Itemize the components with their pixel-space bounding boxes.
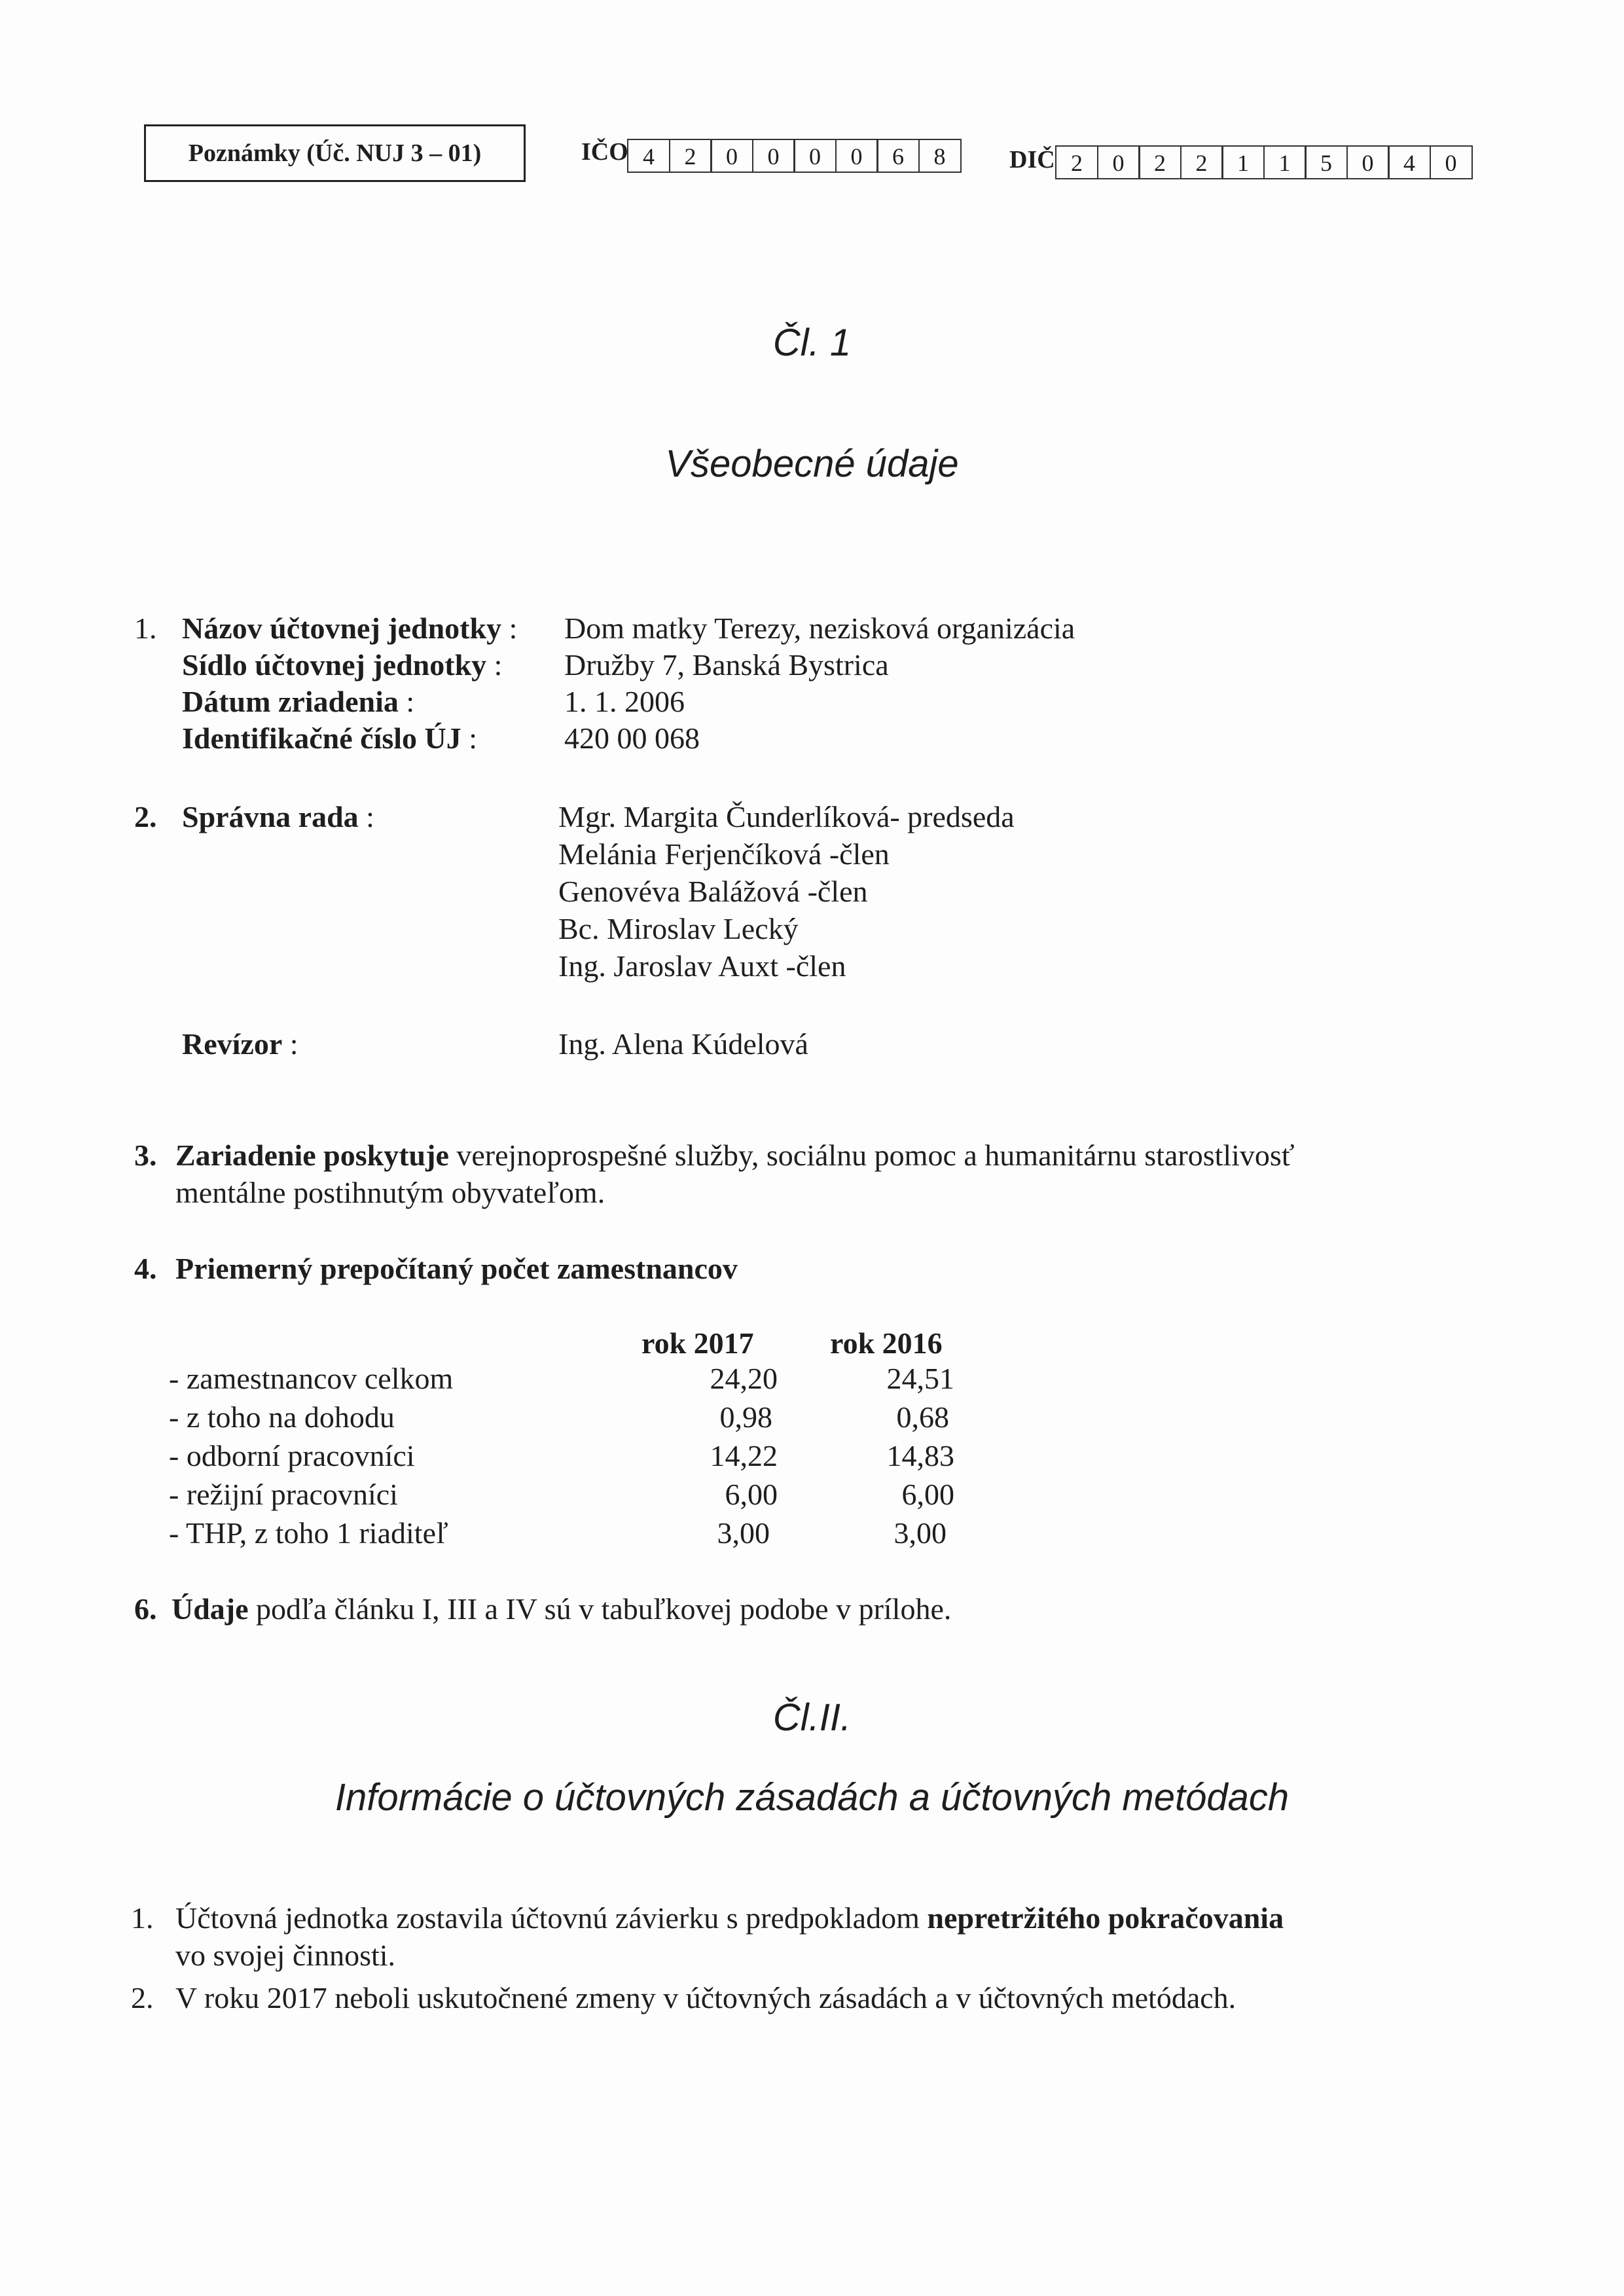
dic-digit: 0 bbox=[1097, 145, 1140, 179]
art2-item1-number: 1. bbox=[131, 1901, 154, 1935]
board-member: Ing. Jaroslav Auxt -člen bbox=[558, 949, 846, 983]
board-label: Správna rada bbox=[182, 800, 359, 833]
art2-item2-number: 2. bbox=[131, 1981, 154, 2014]
ico-digit: 4 bbox=[627, 139, 670, 173]
info-row bbox=[182, 720, 477, 757]
item3-line1 bbox=[175, 1137, 1295, 1174]
auditor-sep: : bbox=[282, 1027, 298, 1061]
info-sep: : bbox=[486, 648, 503, 682]
employee-2017: 6,00 bbox=[725, 1478, 778, 1511]
board-member: Genovéva Balážová -člen bbox=[558, 875, 868, 908]
info-sep: : bbox=[501, 611, 518, 645]
form-label-box bbox=[144, 124, 526, 182]
employee-row-label: - režijní pracovníci bbox=[169, 1478, 398, 1511]
dic-digit: 2 bbox=[1055, 145, 1098, 179]
board-member: Melánia Ferjenčíková -člen bbox=[558, 837, 890, 871]
employee-row-label: - z toho na dohodu bbox=[169, 1400, 395, 1434]
info-label: Dátum zriadenia bbox=[182, 685, 399, 718]
employee-2016: 14,83 bbox=[886, 1439, 954, 1472]
employee-2016: 24,51 bbox=[886, 1362, 954, 1395]
art2-item2-line1: V roku 2017 neboli uskutočnené zmeny v účtovných zásadách a v účtovných metódach. bbox=[175, 1981, 1236, 2014]
board-sep: : bbox=[358, 800, 374, 833]
item3-lead: Zariadenie poskytuje bbox=[175, 1139, 449, 1172]
art2-item1-bold: nepretržitého pokračovania bbox=[927, 1901, 1284, 1935]
employee-2016: 0,68 bbox=[896, 1400, 949, 1434]
ico-digit: 6 bbox=[876, 139, 920, 173]
board-member: Bc. Miroslav Lecký bbox=[558, 912, 799, 945]
ico-digit: 0 bbox=[752, 139, 795, 173]
ico-digit: 8 bbox=[918, 139, 962, 173]
art2-item1-text: Účtovná jednotka zostavila účtovnú závierku s predpokladom bbox=[175, 1901, 928, 1935]
employee-2017: 24,20 bbox=[710, 1362, 778, 1395]
article2-title: Čl.II. bbox=[772, 1696, 852, 1739]
item6-line bbox=[171, 1591, 951, 1628]
ico-digit: 0 bbox=[835, 139, 878, 173]
item4-number: 4. bbox=[134, 1252, 157, 1285]
ico-digit-boxes bbox=[627, 139, 962, 173]
employee-2017: 0,98 bbox=[719, 1400, 772, 1434]
ico-digit: 0 bbox=[793, 139, 837, 173]
article1-subtitle: Všeobecné údaje bbox=[665, 443, 959, 485]
info-row bbox=[182, 610, 517, 647]
employee-row-label: - zamestnancov celkom bbox=[169, 1362, 454, 1395]
article1-title: Čl. 1 bbox=[772, 321, 852, 364]
info-row bbox=[182, 647, 502, 683]
dic-digit: 2 bbox=[1138, 145, 1182, 179]
employee-row-label: - odborní pracovníci bbox=[169, 1439, 415, 1472]
auditor-label-row bbox=[182, 1026, 298, 1063]
employee-2017: 14,22 bbox=[710, 1439, 778, 1472]
info-label: Názov účtovnej jednotky bbox=[182, 611, 502, 645]
dic-digit: 1 bbox=[1263, 145, 1307, 179]
info-value: 1. 1. 2006 bbox=[564, 685, 685, 718]
item6-lead: Údaje bbox=[171, 1592, 249, 1626]
ico-digit: 0 bbox=[710, 139, 753, 173]
auditor-label: Revízor bbox=[182, 1027, 283, 1061]
dic-digit-boxes bbox=[1055, 145, 1473, 179]
dic-digit: 1 bbox=[1221, 145, 1265, 179]
dic-digit: 0 bbox=[1430, 145, 1473, 179]
info-sep: : bbox=[398, 685, 415, 718]
employee-2016: 3,00 bbox=[893, 1516, 947, 1550]
item2-number: 2. bbox=[134, 800, 157, 833]
info-sep: : bbox=[461, 721, 478, 755]
info-value: 420 00 068 bbox=[564, 721, 700, 755]
article2-subtitle: Informácie o účtovných zásadách a účtovných metódach bbox=[334, 1776, 1290, 1819]
info-row bbox=[182, 683, 414, 720]
auditor-value: Ing. Alena Kúdelová bbox=[558, 1027, 808, 1061]
art2-item1-line2: vo svojej činnosti. bbox=[175, 1939, 396, 1972]
dic-digit: 5 bbox=[1305, 145, 1348, 179]
form-label: Poznámky (Úč. NUJ 3 – 01) bbox=[188, 139, 482, 167]
info-value: Dom matky Terezy, nezisková organizácia bbox=[564, 611, 1075, 645]
ico-digit: 2 bbox=[669, 139, 712, 173]
dic-label: DIČ bbox=[1009, 146, 1055, 173]
dic-digit: 2 bbox=[1180, 145, 1223, 179]
col-header-2016: rok 2016 bbox=[830, 1326, 943, 1360]
info-label: Identifikačné číslo ÚJ bbox=[182, 721, 461, 755]
board-label-row bbox=[182, 799, 374, 835]
item6-number: 6. bbox=[134, 1592, 157, 1626]
employee-row-label: - THP, z toho 1 riaditeľ bbox=[169, 1516, 448, 1550]
ico-label: IČO bbox=[581, 138, 628, 166]
item3-number: 3. bbox=[134, 1139, 157, 1172]
info-label: Sídlo účtovnej jednotky bbox=[182, 648, 487, 682]
item1-number: 1. bbox=[134, 611, 157, 645]
dic-digit: 0 bbox=[1346, 145, 1390, 179]
info-value: Družby 7, Banská Bystrica bbox=[564, 648, 889, 682]
item4-title: Priemerný prepočítaný počet zamestnancov bbox=[175, 1252, 738, 1285]
art2-item1-line1 bbox=[175, 1900, 1284, 1937]
employee-2017: 3,00 bbox=[717, 1516, 770, 1550]
col-header-2017: rok 2017 bbox=[641, 1326, 754, 1360]
board-member: Mgr. Margita Čunderlíková- predseda bbox=[558, 800, 1015, 833]
dic-digit: 4 bbox=[1388, 145, 1431, 179]
employee-2016: 6,00 bbox=[901, 1478, 954, 1511]
item3-text: verejnoprospešné služby, sociálnu pomoc a humanitárnu starostlivosť bbox=[448, 1139, 1295, 1172]
item6-text: podľa článku I, III a IV sú v tabuľkovej podobe v prílohe. bbox=[248, 1592, 952, 1626]
item3-line2: mentálne postihnutým obyvateľom. bbox=[175, 1176, 605, 1209]
